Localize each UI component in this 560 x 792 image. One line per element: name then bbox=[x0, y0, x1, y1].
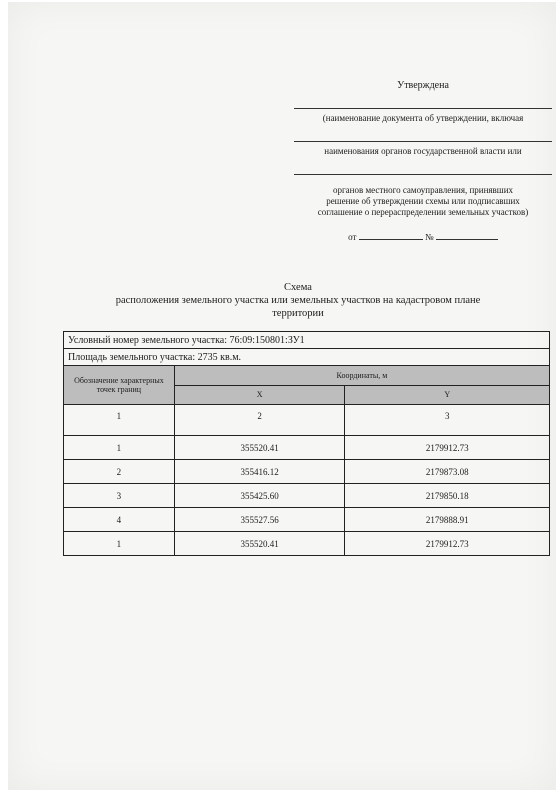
approval-title: Утверждена bbox=[397, 80, 449, 91]
table-row bbox=[64, 484, 550, 508]
approval-block bbox=[288, 80, 556, 243]
scheme-heading bbox=[48, 281, 548, 320]
point-cell: 1 bbox=[64, 436, 175, 460]
x-cell: 355527.56 bbox=[174, 508, 345, 532]
y-cell: 2179912.73 bbox=[345, 532, 550, 556]
point-cell: 1 bbox=[64, 532, 175, 556]
approval-note-3-line: органов местного самоуправления, принявших bbox=[332, 185, 514, 195]
approval-blank-line-2 bbox=[294, 141, 552, 142]
y-header: Y bbox=[345, 385, 550, 405]
approval-blank-line-3 bbox=[294, 174, 552, 175]
approval-note-2: наименования органов государственной власти или bbox=[324, 146, 522, 156]
date-prefix: от bbox=[348, 232, 357, 242]
date-blank bbox=[359, 230, 423, 240]
column-number-cell: 2 bbox=[174, 405, 345, 436]
coordinates-header: Координаты, м bbox=[174, 366, 549, 386]
table-row bbox=[64, 508, 550, 532]
approval-note-3-line: соглашение о перераспределении земельных участков) bbox=[317, 207, 529, 217]
point-cell: 3 bbox=[64, 484, 175, 508]
approval-note-1: (наименование документа об утверждении, включая bbox=[322, 113, 524, 123]
point-cell: 2 bbox=[64, 460, 175, 484]
x-cell: 355520.41 bbox=[174, 532, 345, 556]
y-cell: 2179912.73 bbox=[345, 436, 550, 460]
document-page bbox=[8, 2, 556, 790]
y-cell: 2179888.91 bbox=[345, 508, 550, 532]
scheme-subtitle-line-2: территории bbox=[272, 308, 324, 319]
approval-date-line bbox=[288, 230, 556, 243]
x-cell: 355520.41 bbox=[174, 436, 345, 460]
x-header: X bbox=[174, 385, 345, 405]
scheme-subtitle-line-1: расположения земельного участка или земельных участков на кадастровом плане bbox=[115, 295, 481, 306]
table-row bbox=[64, 436, 550, 460]
column-number-cell: 1 bbox=[64, 405, 175, 436]
plot-number-cell: Условный номер земельного участка: 76:09:150801:ЗУ1 bbox=[64, 332, 550, 349]
table-row bbox=[64, 460, 550, 484]
approval-note-3 bbox=[288, 185, 556, 218]
x-cell: 355425.60 bbox=[174, 484, 345, 508]
approval-blank-line-1 bbox=[294, 108, 552, 109]
table-row bbox=[64, 532, 550, 556]
scheme-title: Схема bbox=[284, 282, 312, 293]
x-cell: 355416.12 bbox=[174, 460, 345, 484]
number-blank bbox=[436, 230, 498, 240]
y-cell: 2179850.18 bbox=[345, 484, 550, 508]
coordinates-table bbox=[63, 331, 550, 556]
number-sign: № bbox=[424, 232, 434, 242]
point-cell: 4 bbox=[64, 508, 175, 532]
y-cell: 2179873.08 bbox=[345, 460, 550, 484]
column-number-cell: 3 bbox=[345, 405, 550, 436]
points-header: Обозначение характерных точек границ bbox=[64, 366, 175, 405]
plot-area-cell: Площадь земельного участка: 2735 кв.м. bbox=[64, 349, 550, 366]
approval-note-3-line: решение об утверждении схемы или подписавших bbox=[326, 196, 520, 206]
